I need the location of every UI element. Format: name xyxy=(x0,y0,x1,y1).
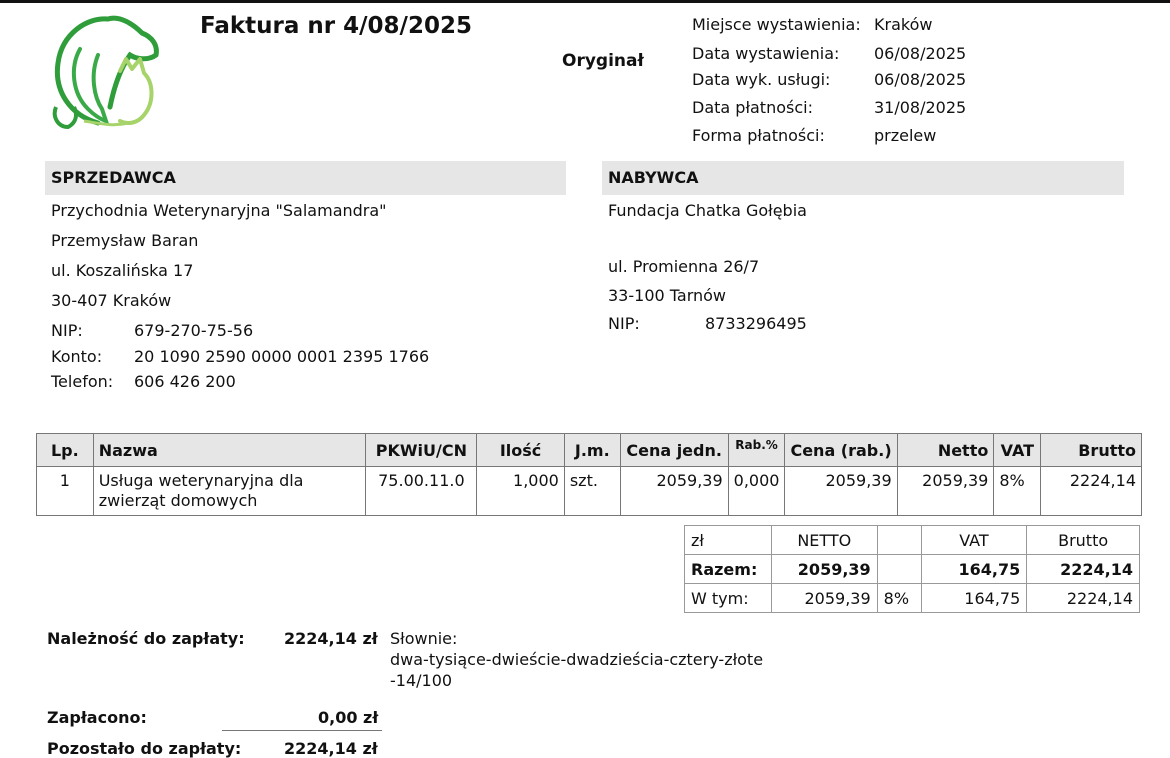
totals-table xyxy=(684,525,1140,613)
col-name: Nazwa xyxy=(93,434,366,467)
remaining-value: 2224,14 zł xyxy=(284,739,378,758)
items-table xyxy=(36,433,1142,516)
cell-discount: 0,000 xyxy=(728,467,785,516)
seller-person: Przemysław Baran xyxy=(51,231,199,250)
items-header-row xyxy=(37,434,1142,467)
col-qty: Ilość xyxy=(477,434,565,467)
words-label: Słownie: xyxy=(390,629,458,648)
col-vat: VAT xyxy=(994,434,1041,467)
buyer-name: Fundacja Chatka Gołębia xyxy=(608,201,807,220)
totals-sum-rate xyxy=(877,555,921,584)
col-net: Netto xyxy=(897,434,994,467)
buyer-heading: NABYWCA xyxy=(602,161,1124,195)
col-unit: J.m. xyxy=(564,434,620,467)
col-discount: Rab.% xyxy=(728,434,785,467)
totals-incl-gross: 2224,14 xyxy=(1027,584,1140,613)
totals-incl-rate: 8% xyxy=(877,584,921,613)
cell-pkwiu: 75.00.11.0 xyxy=(366,467,477,516)
seller-nip-label: NIP: xyxy=(51,321,83,340)
due-value: 2224,14 zł xyxy=(284,629,378,648)
buyer-street: ul. Promienna 26/7 xyxy=(608,257,760,276)
meta-label-payment-date: Data płatności: xyxy=(692,98,813,117)
col-discounted-price: Cena (rab.) xyxy=(785,434,897,467)
totals-currency: zł xyxy=(685,526,772,555)
totals-net-header: NETTO xyxy=(771,526,877,555)
cell-gross: 2224,14 xyxy=(1041,467,1142,516)
cell-net: 2059,39 xyxy=(897,467,994,516)
meta-label-service-date: Data wyk. usługi: xyxy=(692,70,831,89)
totals-sum-label: Razem: xyxy=(685,555,772,584)
words-line-2: -14/100 xyxy=(390,671,453,690)
logo-dog-inner xyxy=(74,49,106,121)
col-unit-price: Cena jedn. xyxy=(620,434,728,467)
original-label: Oryginał xyxy=(562,51,644,71)
paid-label: Zapłacono: xyxy=(47,708,147,727)
totals-sum-gross: 2224,14 xyxy=(1027,555,1140,584)
totals-incl-row xyxy=(685,584,1140,613)
totals-sum-vat: 164,75 xyxy=(921,555,1027,584)
seller-phone-label: Telefon: xyxy=(51,372,114,391)
seller-name: Przychodnia Weterynaryjna "Salamandra" xyxy=(51,201,387,220)
cell-name: Usługa weterynaryjna dla zwierząt domowych xyxy=(93,467,366,516)
cell-qty: 1,000 xyxy=(477,467,565,516)
totals-incl-label: W tym: xyxy=(685,584,772,613)
cell-discounted-price: 2059,39 xyxy=(785,467,897,516)
paid-value: 0,00 zł xyxy=(318,708,379,727)
totals-sum-net: 2059,39 xyxy=(771,555,877,584)
summary-divider xyxy=(222,730,382,731)
col-pkwiu: PKWiU/CN xyxy=(366,434,477,467)
meta-value-payment-date: 31/08/2025 xyxy=(874,98,967,117)
cell-vat: 8% xyxy=(994,467,1041,516)
meta-value-payment-method: przelew xyxy=(874,126,937,145)
cell-unit: szt. xyxy=(564,467,620,516)
totals-gross-header: Brutto xyxy=(1027,526,1140,555)
totals-header-row xyxy=(685,526,1140,555)
invoice-title: Faktura nr 4/08/2025 xyxy=(200,13,472,39)
remaining-label: Pozostało do zapłaty: xyxy=(47,739,242,758)
seller-nip: 679-270-75-56 xyxy=(134,321,254,340)
clinic-logo xyxy=(48,11,164,135)
meta-value-place: Kraków xyxy=(874,15,933,34)
meta-value-issue-date: 06/08/2025 xyxy=(874,44,967,63)
buyer-nip: 8733296495 xyxy=(705,314,807,333)
buyer-nip-label: NIP: xyxy=(608,314,640,333)
seller-street: ul. Koszalińska 17 xyxy=(51,261,194,280)
table-row xyxy=(37,467,1142,516)
words-line-1: dwa-tysiące-dwieście-dwadzieścia-cztery-złote xyxy=(390,650,764,669)
cell-lp: 1 xyxy=(37,467,94,516)
totals-sum-row xyxy=(685,555,1140,584)
col-lp: Lp. xyxy=(37,434,94,467)
meta-label-place: Miejsce wystawienia: xyxy=(692,15,861,34)
buyer-city: 33-100 Tarnów xyxy=(608,286,726,305)
totals-incl-net: 2059,39 xyxy=(771,584,877,613)
meta-value-service-date: 06/08/2025 xyxy=(874,70,967,89)
seller-heading: SPRZEDAWCA xyxy=(45,161,566,195)
totals-incl-vat: 164,75 xyxy=(921,584,1027,613)
meta-label-issue-date: Data wystawienia: xyxy=(692,44,840,63)
seller-account-label: Konto: xyxy=(51,347,103,366)
cell-unit-price: 2059,39 xyxy=(620,467,728,516)
seller-account: 20 1090 2590 0000 0001 2395 1766 xyxy=(134,347,430,366)
col-gross: Brutto xyxy=(1041,434,1142,467)
due-label: Należność do zapłaty: xyxy=(47,629,245,648)
totals-vat-header: VAT xyxy=(921,526,1027,555)
meta-label-payment-method: Forma płatności: xyxy=(692,126,825,145)
seller-phone: 606 426 200 xyxy=(134,372,236,391)
seller-city: 30-407 Kraków xyxy=(51,291,172,310)
totals-rate-header xyxy=(877,526,921,555)
